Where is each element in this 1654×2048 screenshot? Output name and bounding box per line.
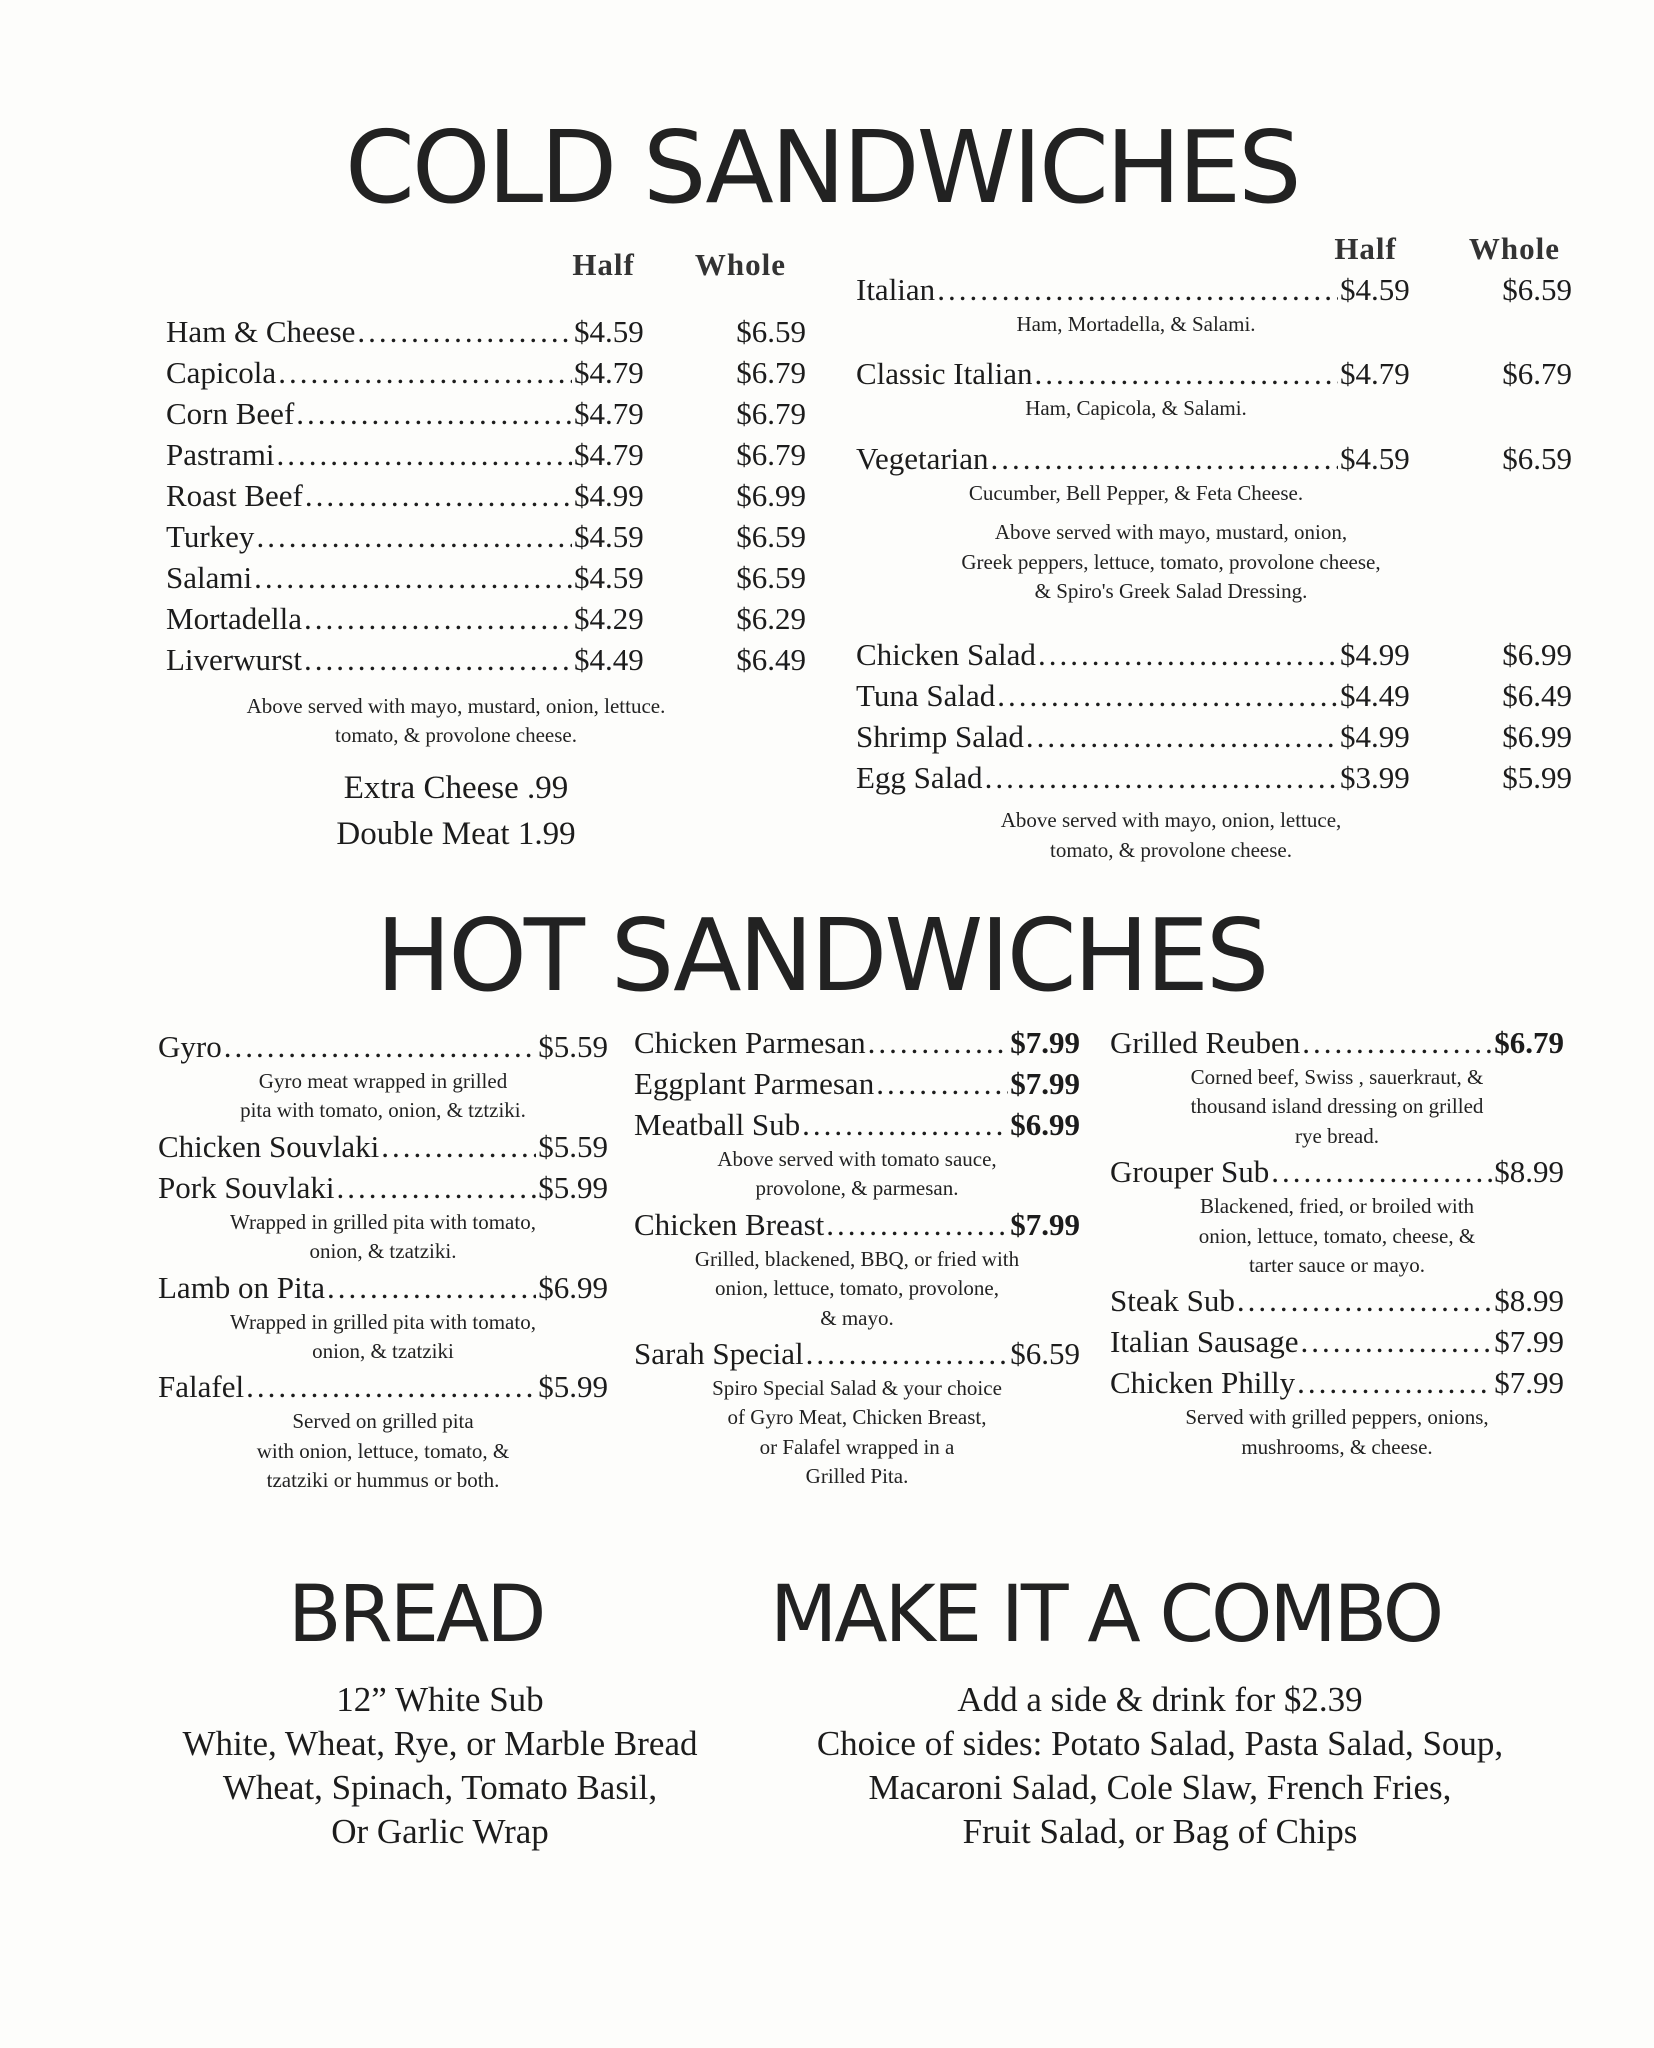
whole-price: $6.59: [1502, 272, 1572, 307]
desc-line: Served with grilled peppers, onions,: [1185, 1405, 1489, 1430]
item-name: Chicken Parmesan: [634, 1025, 866, 1060]
desc-line: of Gyro Meat, Chicken Breast,: [727, 1405, 987, 1430]
desc-line: provolone, & parmesan.: [755, 1176, 959, 1201]
leader-dots: [1271, 1151, 1492, 1192]
item-name: Chicken Souvlaki: [158, 1128, 380, 1164]
cold-item-row: [166, 557, 806, 598]
hot-column-3: [1110, 1022, 1564, 1462]
salad-item-row: [856, 716, 1572, 757]
menu-item-chicken-philly: [1110, 1362, 1564, 1403]
salad-list: [856, 634, 1572, 798]
item-name: Lamb on Pita: [158, 1269, 326, 1305]
bread-line: Wheat, Spinach, Tomato Basil,: [222, 1768, 658, 1807]
hot-sandwiches-title: HOT SANDWICHES: [376, 897, 1267, 1014]
cold-item-row: [166, 311, 806, 352]
leader-dots: [876, 1063, 1008, 1104]
item-price: $5.59: [538, 1128, 608, 1164]
cold-item-row: [166, 475, 806, 516]
half-price: $4.79: [1340, 356, 1410, 392]
note-line: & Spiro's Greek Salad Dressing.: [1034, 578, 1308, 603]
item-price: $7.99: [1494, 1365, 1564, 1401]
half-price: $4.99: [1340, 637, 1410, 673]
cold-item-row: [166, 598, 806, 639]
item-price: $5.59: [538, 1029, 608, 1064]
item-name: Grilled Reuben: [1110, 1025, 1301, 1060]
item-name: Capicola: [166, 355, 277, 390]
combo-line: Macaroni Salad, Cole Slaw, French Fries,: [868, 1768, 1452, 1807]
desc-line: Corned beef, Swiss , sauerkraut, &: [1190, 1065, 1484, 1089]
desc-line: onion, & tzatziki.: [309, 1239, 457, 1264]
whole-price: $6.49: [736, 642, 806, 677]
desc-line: Above served with tomato sauce,: [717, 1147, 997, 1171]
note-line: tomato, & provolone cheese.: [334, 723, 577, 748]
half-header: Half: [572, 247, 635, 282]
whole-price: $6.59: [1502, 440, 1572, 476]
menu-item-italian-sausage: [1110, 1321, 1564, 1362]
whole-price: $6.49: [1502, 678, 1572, 714]
half-price: $4.29: [574, 601, 644, 636]
item-name: Chicken Salad: [856, 637, 1036, 673]
item-price: $7.99: [1010, 1025, 1080, 1060]
leader-dots: [357, 311, 572, 352]
leader-dots: [985, 757, 1338, 798]
cold-right-note: [856, 518, 1486, 606]
leader-dots: [802, 1104, 1008, 1145]
half-price: $4.49: [1340, 678, 1410, 714]
item-desc: Ham, Capicola, & Salami.: [1025, 396, 1247, 421]
menu-item-lamb-on-pita: [158, 1267, 608, 1308]
desc-line: mushrooms, & cheese.: [1241, 1434, 1433, 1459]
item-name: Turkey: [166, 519, 255, 554]
item-desc: [158, 1067, 608, 1126]
item-desc: [634, 1245, 1080, 1333]
leader-dots: [1034, 353, 1338, 394]
menu-item-vegetarian: [856, 438, 1572, 479]
leader-dots: [937, 269, 1338, 310]
leader-dots: [1237, 1280, 1492, 1321]
desc-line: Served on grilled pita: [292, 1409, 474, 1434]
desc-line: with onion, lettuce, tomato, &: [256, 1438, 510, 1463]
combo-line: Fruit Salad, or Bag of Chips: [962, 1812, 1358, 1851]
item-name: Mortadella: [166, 601, 303, 636]
menu-item-italian: [856, 269, 1572, 310]
desc-line: rye bread.: [1295, 1123, 1379, 1148]
item-name: Chicken Breast: [634, 1206, 825, 1242]
half-price: $4.59: [574, 314, 644, 349]
item-name: Sarah Special: [634, 1335, 804, 1371]
item-desc: [158, 1407, 608, 1495]
leader-dots: [1297, 1362, 1492, 1403]
whole-price: $6.59: [736, 314, 806, 349]
combo-line: Add a side & drink for $2.39: [957, 1680, 1363, 1719]
item-price: $6.59: [1010, 1335, 1080, 1371]
leader-dots: [304, 598, 572, 639]
menu-item-chicken-parmesan: [634, 1022, 1080, 1063]
whole-price: $6.59: [736, 560, 806, 595]
cold-left-note: [166, 692, 746, 751]
leader-dots: [806, 1333, 1009, 1374]
desc-line: Wrapped in grilled pita with tomato,: [230, 1309, 536, 1334]
leader-dots: [296, 393, 572, 434]
menu-item-pork-souvlaki: [158, 1167, 608, 1208]
item-name: Grouper Sub: [1110, 1154, 1270, 1190]
whole-price: $6.29: [736, 601, 806, 636]
cold-right-column: [856, 228, 1572, 865]
half-price: $4.99: [574, 478, 644, 513]
item-name: Corn Beef: [166, 396, 295, 431]
desc-line: onion, lettuce, tomato, cheese, &: [1198, 1223, 1476, 1248]
half-price: $4.79: [574, 437, 644, 472]
item-name: Falafel: [158, 1369, 245, 1405]
item-price: $7.99: [1010, 1206, 1080, 1242]
menu-item-chicken-breast: [634, 1204, 1080, 1245]
menu-item-falafel: [158, 1366, 608, 1407]
desc-line: or Falafel wrapped in a: [759, 1434, 955, 1459]
half-price: $3.99: [1340, 760, 1410, 796]
whole-header: Whole: [1468, 231, 1560, 266]
whole-price: $6.99: [736, 478, 806, 513]
leader-dots: [256, 516, 572, 557]
bread-line: 12” White Sub: [336, 1680, 544, 1719]
whole-price: $6.79: [736, 396, 806, 431]
item-name: Egg Salad: [856, 760, 983, 796]
menu-item-sarah-special: [634, 1333, 1080, 1374]
menu-item-steak-sub: [1110, 1280, 1564, 1321]
item-price: $6.79: [1494, 1025, 1564, 1060]
whole-price: $6.59: [736, 519, 806, 554]
desc-line: pita with tomato, onion, & tztziki.: [240, 1098, 526, 1123]
desc-line: Gyro meat wrapped in grilled: [258, 1069, 508, 1093]
leader-dots: [1301, 1321, 1493, 1362]
half-price: $4.59: [1340, 440, 1410, 476]
extra-cheese: Extra Cheese .99: [343, 769, 569, 806]
item-price: $5.99: [538, 1169, 608, 1205]
whole-price: $6.79: [1502, 356, 1572, 392]
combo-title: MAKE IT A COMBO: [770, 1570, 1442, 1660]
leader-dots: [1302, 1022, 1492, 1063]
item-name: Shrimp Salad: [856, 719, 1024, 755]
note-line: Greek peppers, lettuce, tomato, provolone cheese,: [961, 549, 1381, 574]
note-line: tomato, & provolone cheese.: [1049, 837, 1292, 862]
half-price: $4.79: [574, 355, 644, 390]
double-meat: Double Meat 1.99: [336, 815, 576, 852]
item-price: $6.99: [1010, 1107, 1080, 1142]
item-desc: Ham, Mortadella, & Salami.: [1016, 312, 1256, 336]
cold-item-row: [166, 352, 806, 393]
whole-header: Whole: [694, 247, 786, 282]
item-desc: [158, 1208, 608, 1267]
leader-dots: [826, 1204, 1008, 1245]
half-price: $4.99: [1340, 719, 1410, 755]
half-price: $4.79: [574, 396, 644, 431]
leader-dots: [1038, 634, 1338, 675]
whole-price: $5.99: [1502, 760, 1572, 796]
half-price: $4.59: [574, 560, 644, 595]
item-name: Steak Sub: [1110, 1283, 1235, 1319]
cold-left-header: [166, 244, 806, 285]
combo-line: Choice of sides: Potato Salad, Pasta Salad, Soup,: [816, 1724, 1504, 1763]
menu-item-chicken-souvlaki: [158, 1126, 608, 1167]
leader-dots: [304, 639, 572, 680]
note-line: Above served with mayo, onion, lettuce,: [1000, 808, 1342, 833]
salad-item-row: [856, 675, 1572, 716]
bread-title: BREAD: [288, 1570, 544, 1660]
combo-details: [760, 1678, 1560, 1854]
leader-dots: [868, 1022, 1009, 1063]
desc-line: Blackened, fried, or broiled with: [1199, 1194, 1475, 1219]
desc-line: Spiro Special Salad & your choice: [712, 1375, 1002, 1400]
item-name: Vegetarian: [856, 440, 989, 476]
whole-price: $6.99: [1502, 719, 1572, 755]
cold-extras: [166, 765, 746, 857]
salad-item-row: [856, 634, 1572, 675]
bread-options: [140, 1678, 740, 1854]
leader-dots: [305, 475, 572, 516]
item-name: Eggplant Parmesan: [634, 1066, 875, 1101]
leader-dots: [997, 675, 1338, 716]
cold-left-list: [166, 311, 806, 680]
item-desc: [1110, 1192, 1564, 1280]
cold-item-row: [166, 393, 806, 434]
item-name: Pastrami: [166, 437, 275, 472]
menu-item-eggplant-parmesan: [634, 1063, 1080, 1104]
item-name: Liverwurst: [166, 642, 303, 677]
menu-item-gyro: [158, 1026, 608, 1067]
menu-item-grilled-reuben: [1110, 1022, 1564, 1063]
item-desc: [158, 1308, 608, 1367]
item-name: Pork Souvlaki: [158, 1169, 335, 1205]
item-price: $8.99: [1494, 1283, 1564, 1319]
desc-line: onion, & tzatziki: [312, 1338, 454, 1363]
item-price: $5.99: [538, 1369, 608, 1405]
hot-column-1: [158, 1026, 608, 1496]
item-name: Salami: [166, 560, 253, 595]
half-price: $4.59: [1340, 272, 1410, 307]
whole-price: $6.79: [736, 437, 806, 472]
whole-price: $6.99: [1502, 637, 1572, 673]
item-price: $7.99: [1010, 1066, 1080, 1101]
desc-line: tzatziki or hummus or both.: [266, 1468, 500, 1493]
desc-line: Grilled Pita.: [805, 1464, 909, 1489]
desc-line: thousand island dressing on grilled: [1190, 1094, 1484, 1119]
leader-dots: [224, 1026, 537, 1067]
hot-column-2: [634, 1022, 1080, 1492]
cold-item-row: [166, 639, 806, 680]
desc-line: onion, lettuce, tomato, provolone,: [714, 1276, 1000, 1301]
salad-note: [856, 806, 1486, 865]
item-name: Italian Sausage: [1110, 1324, 1299, 1360]
item-desc: [634, 1145, 1080, 1204]
cold-item-row: [166, 434, 806, 475]
item-name: Meatball Sub: [634, 1107, 801, 1142]
item-desc: [634, 1374, 1080, 1492]
menu-item-meatball-sub: [634, 1104, 1080, 1145]
menu-item-grouper-sub: [1110, 1151, 1564, 1192]
half-price: $4.49: [574, 642, 644, 677]
leader-dots: [277, 434, 573, 475]
leader-dots: [246, 1366, 536, 1407]
leader-dots: [327, 1267, 536, 1308]
item-price: $8.99: [1494, 1154, 1564, 1190]
item-name: Italian: [856, 272, 936, 307]
item-price: $6.99: [538, 1269, 608, 1305]
cold-right-header: [856, 228, 1572, 269]
item-name: Classic Italian: [856, 356, 1033, 392]
salad-item-row: [856, 757, 1572, 798]
leader-dots: [381, 1126, 536, 1167]
leader-dots: [991, 438, 1338, 479]
item-price: $7.99: [1494, 1324, 1564, 1360]
note-line: Above served with mayo, mustard, onion, lettuce.: [246, 694, 666, 718]
leader-dots: [337, 1167, 537, 1208]
note-line: Above served with mayo, mustard, onion,: [994, 520, 1348, 545]
desc-line: Wrapped in grilled pita with tomato,: [230, 1209, 536, 1234]
cold-sandwiches-title: COLD SANDWICHES: [345, 109, 1299, 226]
desc-line: & mayo.: [820, 1305, 894, 1330]
item-name: Tuna Salad: [856, 678, 996, 714]
leader-dots: [278, 352, 572, 393]
whole-price: $6.79: [736, 355, 806, 390]
cold-left-column: [166, 244, 806, 857]
item-name: Ham & Cheese: [166, 314, 356, 349]
half-price: $4.59: [574, 519, 644, 554]
item-desc: [1110, 1063, 1564, 1151]
item-name: Gyro: [158, 1029, 222, 1064]
half-header: Half: [1334, 231, 1397, 266]
item-name: Chicken Philly: [1110, 1365, 1296, 1401]
item-desc: [1110, 1403, 1564, 1462]
menu-item-classic-italian: [856, 353, 1572, 394]
leader-dots: [1026, 716, 1338, 757]
cold-item-row: [166, 516, 806, 557]
leader-dots: [254, 557, 572, 598]
bread-line: Or Garlic Wrap: [331, 1812, 549, 1851]
item-desc: Cucumber, Bell Pepper, & Feta Cheese.: [968, 480, 1304, 505]
bread-line: White, Wheat, Rye, or Marble Bread: [182, 1724, 698, 1763]
desc-line: Grilled, blackened, BBQ, or fried with: [694, 1246, 1020, 1271]
desc-line: tarter sauce or mayo.: [1248, 1252, 1426, 1277]
item-name: Roast Beef: [166, 478, 303, 513]
